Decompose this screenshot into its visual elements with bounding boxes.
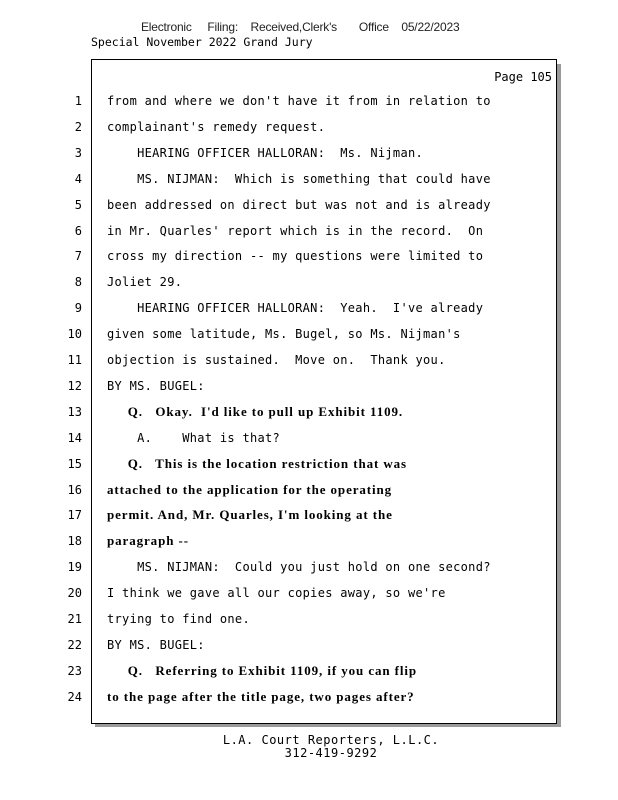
footer	[0, 734, 618, 760]
transcript-line	[0, 580, 618, 606]
line-number: 18	[67, 534, 82, 549]
transcript-line	[0, 477, 618, 503]
transcript-line	[0, 658, 618, 684]
line-number: 8	[74, 275, 82, 290]
line-text: BY MS. BUGEL:	[107, 637, 205, 652]
line-text: trying to find one.	[107, 612, 250, 626]
transcript-line	[0, 192, 618, 218]
transcript-line	[0, 321, 618, 347]
electronic-filing-stamp: Electronic Filing: Received,Clerk's Office 05/22/2023	[141, 20, 460, 34]
transcript-line	[0, 684, 618, 710]
line-number: 15	[67, 456, 82, 471]
line-text: Joliet 29.	[107, 275, 183, 290]
transcript-line	[0, 451, 618, 477]
transcript-line	[0, 502, 618, 528]
line-text: given some latitude, Ms. Bugel, so Ms. Nijman's	[107, 327, 461, 342]
line-text: cross my direction -- my questions were limited to	[107, 249, 484, 264]
transcript-line	[0, 295, 618, 321]
transcript-line	[0, 140, 618, 166]
line-text: I think we gave all our copies away, so we're	[107, 586, 446, 601]
line-number: 3	[74, 145, 82, 160]
line-text: attached to the application for the operating	[107, 481, 393, 497]
line-number: 1	[74, 94, 82, 108]
line-number: 7	[74, 249, 82, 264]
line-number: 5	[74, 197, 82, 212]
line-text: objection is sustained. Move on. Thank you.	[107, 353, 446, 367]
line-number: 19	[67, 560, 82, 575]
transcript-line	[0, 528, 618, 554]
footer-company: L.A. Court Reporters, L.L.C.	[222, 733, 440, 747]
transcript-line	[0, 606, 618, 632]
transcript-line	[0, 347, 618, 373]
transcript-line	[0, 88, 618, 114]
line-number: 12	[67, 378, 82, 393]
line-number: 20	[67, 586, 82, 601]
line-text: HEARING OFFICER HALLORAN: Ms. Nijman.	[107, 145, 424, 160]
line-number: 10	[67, 327, 82, 342]
transcript-line	[0, 243, 618, 269]
transcript-line	[0, 399, 618, 425]
transcript-line	[0, 632, 618, 658]
transcript-line	[0, 218, 618, 244]
transcript-line	[0, 425, 618, 451]
line-number: 11	[67, 353, 82, 367]
transcript-line	[0, 373, 618, 399]
line-text: BY MS. BUGEL:	[107, 378, 205, 393]
line-text: MS. NIJMAN: Could you just hold on one second?	[107, 560, 491, 575]
line-number: 16	[67, 482, 82, 497]
line-text: in Mr. Quarles' report which is in the record. On	[107, 223, 484, 238]
line-text: Q. Okay. I'd like to pull up Exhibit 1109.	[107, 403, 404, 419]
line-text: paragraph --	[107, 533, 189, 549]
line-text: Q. Referring to Exhibit 1109, if you can flip	[107, 662, 418, 678]
line-text: complainant's remedy request.	[107, 119, 326, 134]
transcript-line	[0, 166, 618, 192]
line-text: permit. And, Mr. Quarles, I'm looking at the	[107, 507, 393, 523]
line-number: 14	[67, 430, 82, 445]
line-number: 6	[74, 223, 82, 238]
line-number: 4	[74, 171, 82, 186]
transcript-header: Special November 2022 Grand Jury	[91, 35, 313, 49]
line-number: 9	[74, 301, 82, 316]
line-number: 13	[67, 404, 82, 419]
line-text: A. What is that?	[107, 430, 281, 445]
line-number: 21	[67, 612, 82, 626]
page-number: Page 105	[494, 70, 552, 84]
line-number: 22	[67, 637, 82, 652]
transcript-line	[0, 554, 618, 580]
line-number: 23	[67, 663, 82, 678]
transcript-line	[0, 269, 618, 295]
line-number: 2	[74, 119, 82, 134]
line-number: 17	[67, 508, 82, 523]
line-text: to the page after the title page, two pages after?	[107, 688, 415, 704]
line-text: been addressed on direct but was not and is already	[107, 197, 491, 212]
line-text: Q. This is the location restriction that was	[107, 455, 408, 471]
transcript-line	[0, 114, 618, 140]
line-text: MS. NIJMAN: Which is something that could have	[107, 171, 491, 186]
footer-phone: 312-419-9292	[284, 746, 378, 760]
line-text: from and where we don't have it from in relation to	[107, 94, 491, 108]
line-text: HEARING OFFICER HALLORAN: Yeah. I've already	[107, 301, 484, 316]
line-number: 24	[67, 689, 82, 704]
